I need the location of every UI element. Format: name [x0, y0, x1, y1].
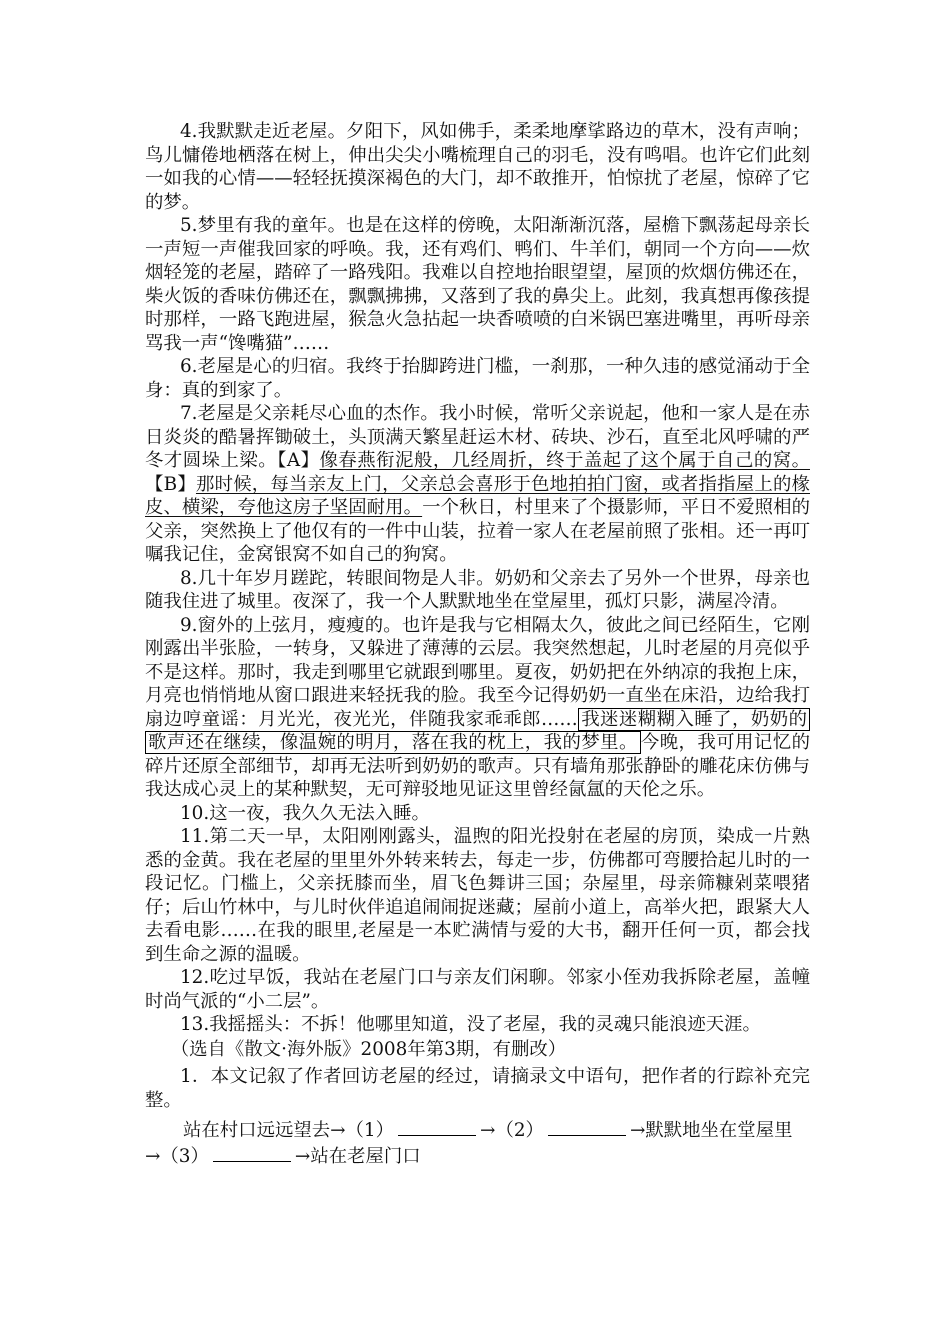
blank-3[interactable]: [213, 1145, 291, 1162]
article: [145, 120, 810, 1170]
paragraph-9: [145, 614, 810, 802]
paragraph-13: 13.我摇摇头：不拆！他哪里知道，没了老屋，我的灵魂只能浪迹天涯。: [179, 1014, 761, 1035]
paragraph-10: 10.这一夜，我久久无法入睡。: [179, 802, 430, 824]
marker-b: 【B】: [145, 473, 196, 495]
paragraph-7-rest: 一个秋日，村里来了个摄影师，平日不爱照相的父亲，突然换上了他仅有的一件中山装，拉着一家人在老屋前照了张相。还一再叮嘱我记住，金窝银窝不如自己的狗窝。: [145, 497, 810, 565]
paragraph-7-intro: 7.老屋是父亲耗尽心血的杰作。我小时候，常听父亲说起，他和一家人是在赤日炎炎的酷暑挥锄破土，头顶满天繁星赶运木材、砖块、沙石，直至北风呼啸的严冬才圆垛上梁。: [145, 403, 810, 471]
question-1: 1．本文记叙了作者回访老屋的经过，请摘录文中语句，把作者的行踪补充完整。: [145, 1066, 810, 1111]
paragraph-4: 4.我默默走近老屋。夕阳下，风如佛手，柔柔地摩挲路边的草木，没有声响；鸟儿慵倦地栖落在树上，伸出尖尖小嘴梳理自己的羽毛，没有鸣唱。也许它们此刻一如我的心情——轻轻抚摸深褐色的大门，却不敢推开，怕惊扰了老屋，惊碎了它的梦。: [145, 121, 810, 213]
itinerary-end: →站在老屋门口: [294, 1146, 421, 1167]
source-citation: （选自《散文·海外版》2008年第3期，有删改）: [170, 1038, 567, 1060]
paragraph-9-intro: 9.窗外的上弦月，瘦瘦的。也许是我与它相隔太久，彼此之间已经陌生，它刚刚露出半张脸，一转身，又躲进了薄薄的云层。我突然想起，儿时老屋的月亮似乎不是这样。那时，我走到哪里它就跟到哪里。夏夜，奶奶把在外纳凉的我抱上床，月亮也悄悄地从窗口跟进来轻抚我的脸。我至今记得奶奶一直坐在床沿，边给我打扇边哼童谣：月光光，夜光光，伴随我家乖乖郎……: [145, 614, 810, 730]
itinerary-arrow-3: →（3）: [145, 1146, 209, 1167]
itinerary-arrow-2: →（2）: [480, 1120, 544, 1141]
paragraph-11: 11.第二天一早，太阳刚刚露头，温煦的阳光投射在老屋的房顶，染成一片熟悉的金黄。我在老屋的里里外外转来转去，每走一步，仿佛都可弯腰拾起儿时的一段记忆。门槛上，父亲抚膝而坐，眉飞色舞讲三国；杂屋里，母亲筛糠剁菜喂猪仔；后山竹林中，与儿时伙伴追追闹闹捉迷藏；屋前小道上，高举火把，跟紧大人去看电影……在我的眼里,老屋是一本贮满情与爱的大书，翻开任何一页，都会找到生命之源的温暖。: [145, 826, 810, 965]
itinerary-line-2: [145, 1144, 810, 1170]
paragraph-8: 8.几十年岁月蹉跎，转眼间物是人非。奶奶和父亲去了另外一个世界，母亲也随我住进了城里。夜深了，我一个人默默地坐在堂屋里，孤灯只影，满屋冷清。: [145, 567, 810, 612]
paragraph-12: 12.吃过早饭，我站在老屋门口与亲友们闲聊。邻家小侄劝我拆除老屋，盖幢时尚气派的“小二层”。: [145, 967, 810, 1012]
paragraph-6: 6.老屋是心的归宿。我终于抬脚跨进门槛，一刹那，一种久违的感觉涌动于全身：真的到家了。: [145, 356, 810, 401]
itinerary-start: 站在村口远远望去→（1）: [183, 1120, 395, 1141]
blank-1[interactable]: [398, 1119, 476, 1136]
paragraph-5: 5.梦里有我的童年。也是在这样的傍晚，太阳渐渐沉落，屋檐下飘荡起母亲长一声短一声催我回家的呼唤。我，还有鸡们、鸭们、牛羊们，朝同一个方向——炊烟轻笼的老屋，踏碎了一路残阳。我难以自控地抬眼望望，屋顶的炊烟仿佛还在，柴火饭的香味仿佛还在，飘飘拂拂，又落到了我的鼻尖上。此刻，我真想再像孩提时那样，一路飞跑进屋，猴急火急拈起一块香喷喷的白米锅巴塞进嘴里，再听母亲骂我一声“馋嘴猫”……: [145, 215, 810, 354]
paragraph-7: [145, 402, 810, 567]
itinerary-middle: →默默地坐在堂屋里: [629, 1120, 793, 1141]
itinerary-line-1: [145, 1118, 810, 1144]
underlined-sentence-b: 那时候，每当亲友上门，父亲总会喜形于色地拍拍门窗，或者指指屋上的椽皮、横梁，夸他这房子坚固耐用。: [145, 473, 810, 518]
blank-2[interactable]: [548, 1119, 626, 1136]
underlined-sentence-a: 像春燕衔泥般，几经周折，终于盖起了这个属于自己的窝。: [319, 450, 810, 471]
marker-a: 【A】: [277, 450, 320, 471]
itinerary-fill-in: [145, 1118, 810, 1170]
boxed-sentence: 我迷迷糊糊入睡了，奶奶的歌声还在继续，像温婉的明月，落在我的枕上，我的梦里。: [145, 708, 810, 755]
paragraph-9-rest: 今晚，我可用记忆的碎片还原全部细节，却再无法听到奶奶的歌声。只有墙角那张静卧的雕花床仿佛与我达成心灵上的某种默契，无可辩驳地见证这里曾经氤氲的天伦之乐。: [145, 732, 810, 800]
